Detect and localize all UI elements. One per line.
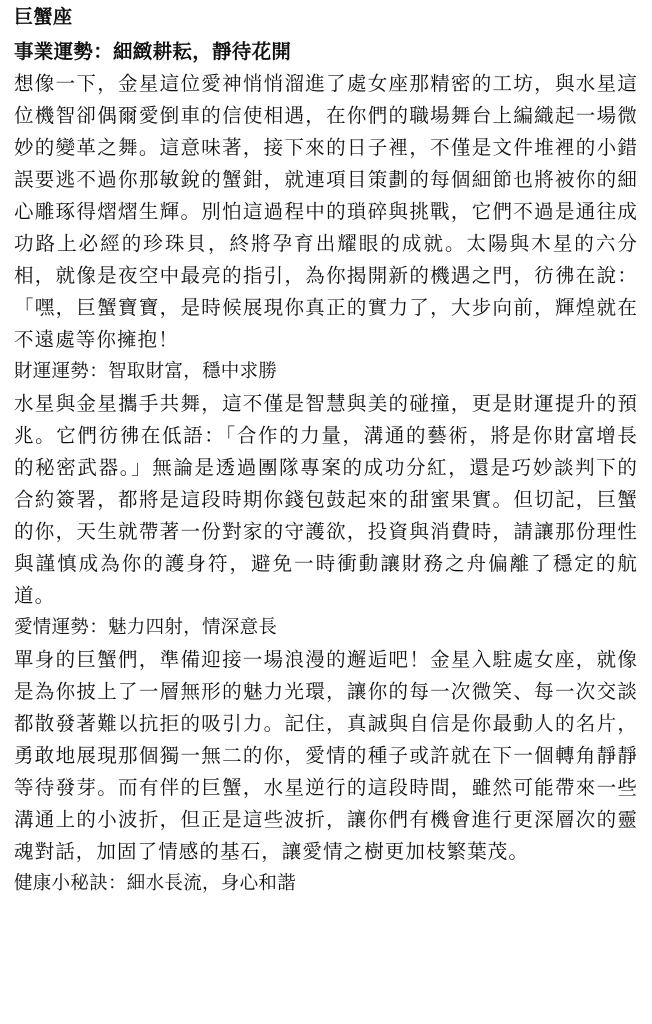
page-title: 巨蟹座 — [14, 6, 73, 28]
career-paragraph: 想像一下，金星這位愛神悄悄溜進了處女座那精密的工坊，與水星這位機智卻偶爾愛倒車的信使相遇，在你們的職場舞台上編織起一場微妙的變革之舞。這意味著，接下來的日子裡，不僅是文件堆裡的小錯誤要逃不過你那敏銳的蟹鉗，就連項目策劃的每個細節也將被你的細心雕琢得熠熠生輝。別怕這過程中的瑣碎與挑戰，它們不過是通往成功路上必經的珍珠貝，終將孕育出耀眼的成就。太陽與木星的六分相，就像是夜空中最亮的指引，為你揭開新的機遇之門，彷彿在說：「嘿，巨蟹寶寶，是時候展現你真正的實力了，大步向前，輝煌就在不遠處等你擁抱！ — [14, 72, 638, 351]
wealth-paragraph: 水星與金星攜手共舞，這不僅是智慧與美的碰撞，更是財運提升的預兆。它們彷彿在低語：「合作的力量，溝通的藝術，將是你財富增長的秘密武器。」無論是透過團隊專案的成功分紅，還是巧妙談判下的合約簽署，都將是這段時期你錢包鼓起來的甜蜜果實。但切記，巨蟹的你，天生就帶著一份對家的守護欲，投資與消費時，請讓那份理性與謹慎成為你的護身符，避免一時衝動讓財務之舟偏離了穩定的航道。 — [14, 392, 638, 607]
wealth-heading: 財運運勢：智取財富，穩中求勝 — [14, 361, 278, 382]
love-heading: 愛情運勢：魅力四射，情深意長 — [14, 617, 278, 638]
career-heading: 事業運勢：細緻耕耘，靜待花開 — [14, 40, 292, 63]
love-paragraph: 單身的巨蟹們，準備迎接一場浪漫的邂逅吧！金星入駐處女座，就像是為你披上了一層無形的魅力光環，讓你的每一次微笑、每一次交談都散發著難以抗拒的吸引力。記住，真誠與自信是你最動人的名片，勇敢地展現那個獨一無二的你，愛情的種子或許就在下一個轉角靜靜等待發芽。而有伴的巨蟹，水星逆行的這段時間，雖然可能帶來一些溝通上的小波折，但正是這些波折，讓你們有機會進行更深層次的靈魂對話，加固了情感的基石，讓愛情之樹更加枝繁葉茂。 — [14, 648, 638, 863]
health-heading: 健康小秘訣：細水長流，身心和諧 — [14, 873, 297, 894]
